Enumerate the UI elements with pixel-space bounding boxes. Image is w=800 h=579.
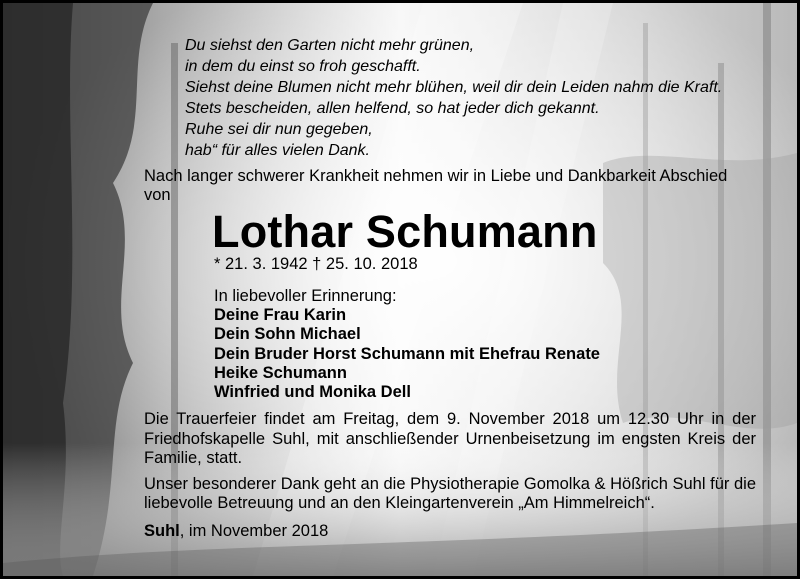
poem-line: Du siehst den Garten nicht mehr grünen, [185,37,475,54]
closing-date: , im November 2018 [179,522,329,540]
mourner-entry: Deine Frau Karin [214,306,347,325]
poem-line: Stets bescheiden, allen helfend, so hat jeder dich gekannt. [185,100,600,117]
mourners-list [214,287,600,402]
mourner-entry: Dein Bruder Horst Schumann mit Ehefrau Renate [214,344,600,363]
place-name: Suhl [144,522,180,540]
service-information [144,410,756,520]
mourner-entry: Heike Schumann [214,363,347,382]
life-dates: * 21. 3. 1942 † 25. 10. 2018 [214,255,418,273]
funeral-details: Die Trauerfeier findet am Freitag, dem 9. November 2018 um 12.30 Uhr in der Friedhofskapelle Suhl, mit anschließender Urnenbeisetzung im engsten Kreis der Familie, statt. [144,410,756,467]
memorial-poem [185,35,722,161]
poem-line: Siehst deine Blumen nicht mehr blühen, weil dir dein Leiden nahm die Kraft. [185,79,723,96]
poem-line: in dem du einst so froh geschafft. [185,58,421,75]
poem-line: Ruhe sei dir nun gegeben, [185,121,373,138]
thanks-note: Unser besonderer Dank geht an die Physiotherapie Gomolka & Hößrich Suhl für die liebevolle Betreuung und an den Kleingartenverein „Am Himmelreich“. [144,474,756,512]
place-and-date [144,521,328,541]
announcement-intro: Nach langer schwerer Krankheit nehmen wir in Liebe und Dankbarkeit Abschied von [144,167,728,204]
mourner-entry: Winfried und Monika Dell [214,383,411,402]
deceased-name: Lothar Schumann [212,206,598,257]
poem-line: hab“ für alles vielen Dank. [185,142,370,159]
mourners-heading: In liebevoller Erinnerung: [214,287,397,305]
mourner-entry: Dein Sohn Michael [214,325,361,344]
